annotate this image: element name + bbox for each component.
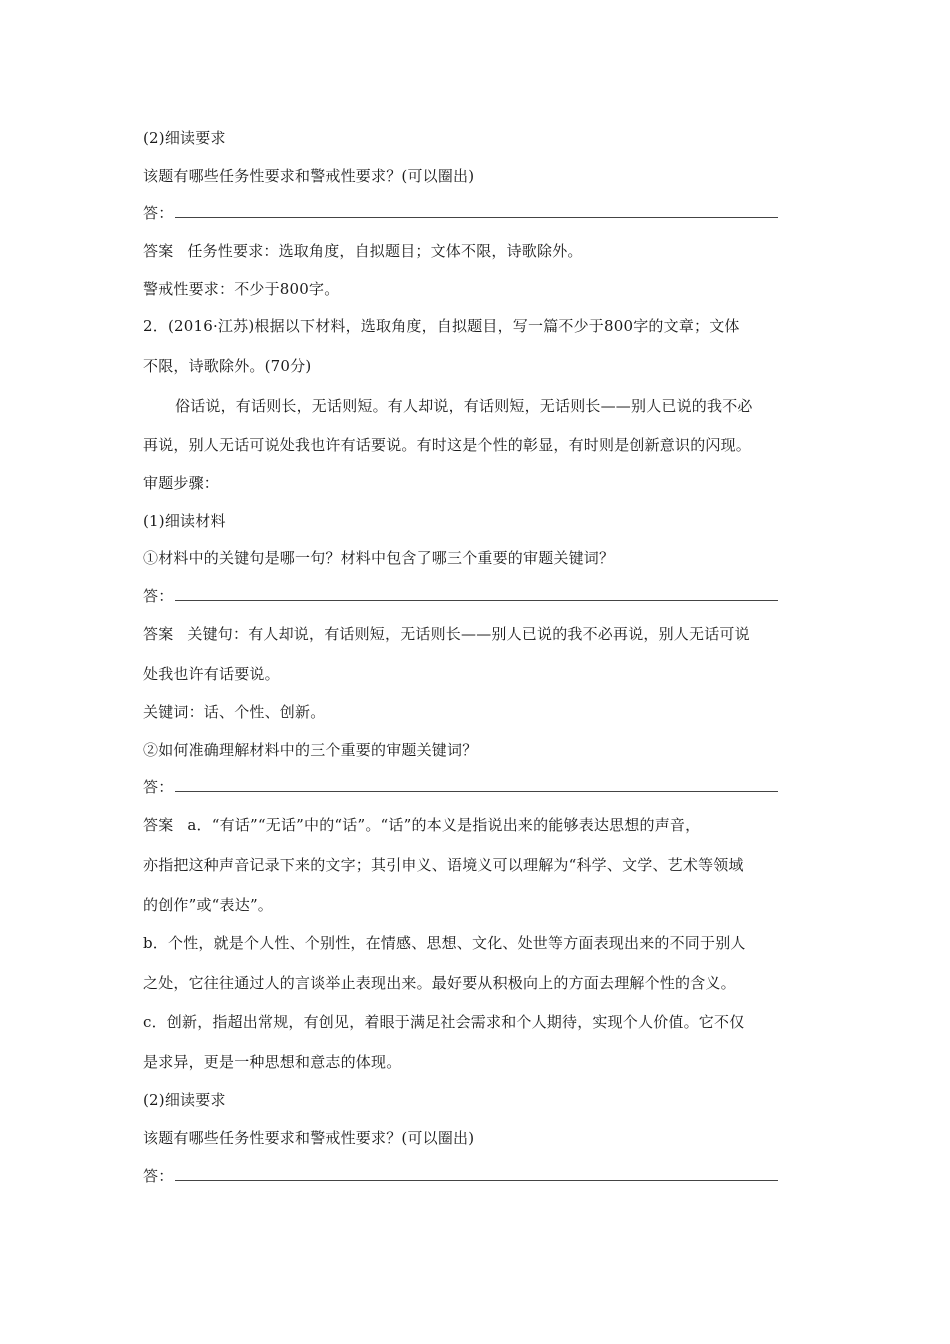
answer-text: 是求异，更是一种思想和意志的体现。 [143, 1053, 402, 1071]
answer-text [143, 241, 823, 261]
question-text: 2．(2016·江苏)根据以下材料，选取角度，自拟题目，写一篇不少于800字的文章；文体 [143, 317, 740, 335]
question-text: ②如何准确理解材料中的三个重要的审题关键词？ [143, 741, 478, 759]
answer-label: 答： [143, 1167, 174, 1185]
answer-content: 任务性要求：选取角度，自拟题目；文体不限，诗歌除外。 [187, 242, 583, 260]
question-text: 该题有哪些任务性要求和警戒性要求？(可以圈出) [143, 167, 475, 185]
answer-line [143, 777, 823, 797]
answer-label: 答： [143, 778, 174, 796]
answer-text: 之处，它往往通过人的言谈举止表现出来。最好要从积极向上的方面去理解个性的含义。 [143, 974, 736, 992]
answer-text: 警戒性要求：不少于800字。 [143, 280, 340, 298]
section-heading: (2)细读要求 [143, 129, 226, 147]
answer-key-label: 答案 [143, 625, 174, 643]
answer-line [143, 203, 823, 223]
answer-text: b．个性，就是个人性、个别性，在情感、思想、文化、处世等方面表现出来的不同于别人 [143, 934, 746, 952]
answer-text: 的创作”或“表达”。 [143, 896, 274, 914]
material-text: 再说，别人无话可说处我也许有话要说。有时这是个性的彰显，有时则是创新意识的闪现。 [143, 436, 752, 454]
section-heading: (2)细读要求 [143, 1091, 226, 1109]
answer-text [143, 815, 823, 835]
answer-text: c．创新，指超出常规，有创见，着眼于满足社会需求和个人期待，实现个人价值。它不仅 [143, 1013, 745, 1031]
question-text: 该题有哪些任务性要求和警戒性要求？(可以圈出) [143, 1129, 475, 1147]
section-heading: 审题步骤： [143, 474, 220, 492]
answer-blank[interactable] [175, 777, 778, 792]
answer-blank[interactable] [175, 203, 778, 218]
answer-blank[interactable] [175, 1166, 778, 1181]
answer-key-label: 答案 [143, 242, 174, 260]
answer-content: 关键句：有人却说，有话则短，无话则长——别人已说的我不必再说，别人无话可说 [187, 625, 750, 643]
material-text: 俗话说，有话则长，无话则短。有人却说，有话则短，无话则长——别人已说的我不必 [175, 397, 753, 415]
answer-text: 处我也许有话要说。 [143, 665, 280, 683]
answer-key-label: 答案 [143, 816, 174, 834]
answer-blank[interactable] [175, 586, 778, 601]
section-heading: (1)细读材料 [143, 512, 226, 530]
answer-label: 答： [143, 204, 174, 222]
answer-text: 亦指把这种声音记录下来的文字；其引申义、语境义可以理解为“科学、文学、艺术等领域 [143, 856, 744, 874]
answer-text [143, 624, 823, 644]
question-text: 不限，诗歌除外。(70分) [143, 357, 312, 375]
answer-text: 关键词：话、个性、创新。 [143, 703, 326, 721]
answer-line [143, 586, 823, 606]
answer-content: a．“有话”“无话”中的“话”。“话”的本义是指说出来的能够表达思想的声音， [187, 816, 701, 834]
question-text: ①材料中的关键句是哪一句？材料中包含了哪三个重要的审题关键词？ [143, 549, 615, 567]
answer-label: 答： [143, 587, 174, 605]
answer-line [143, 1166, 823, 1186]
